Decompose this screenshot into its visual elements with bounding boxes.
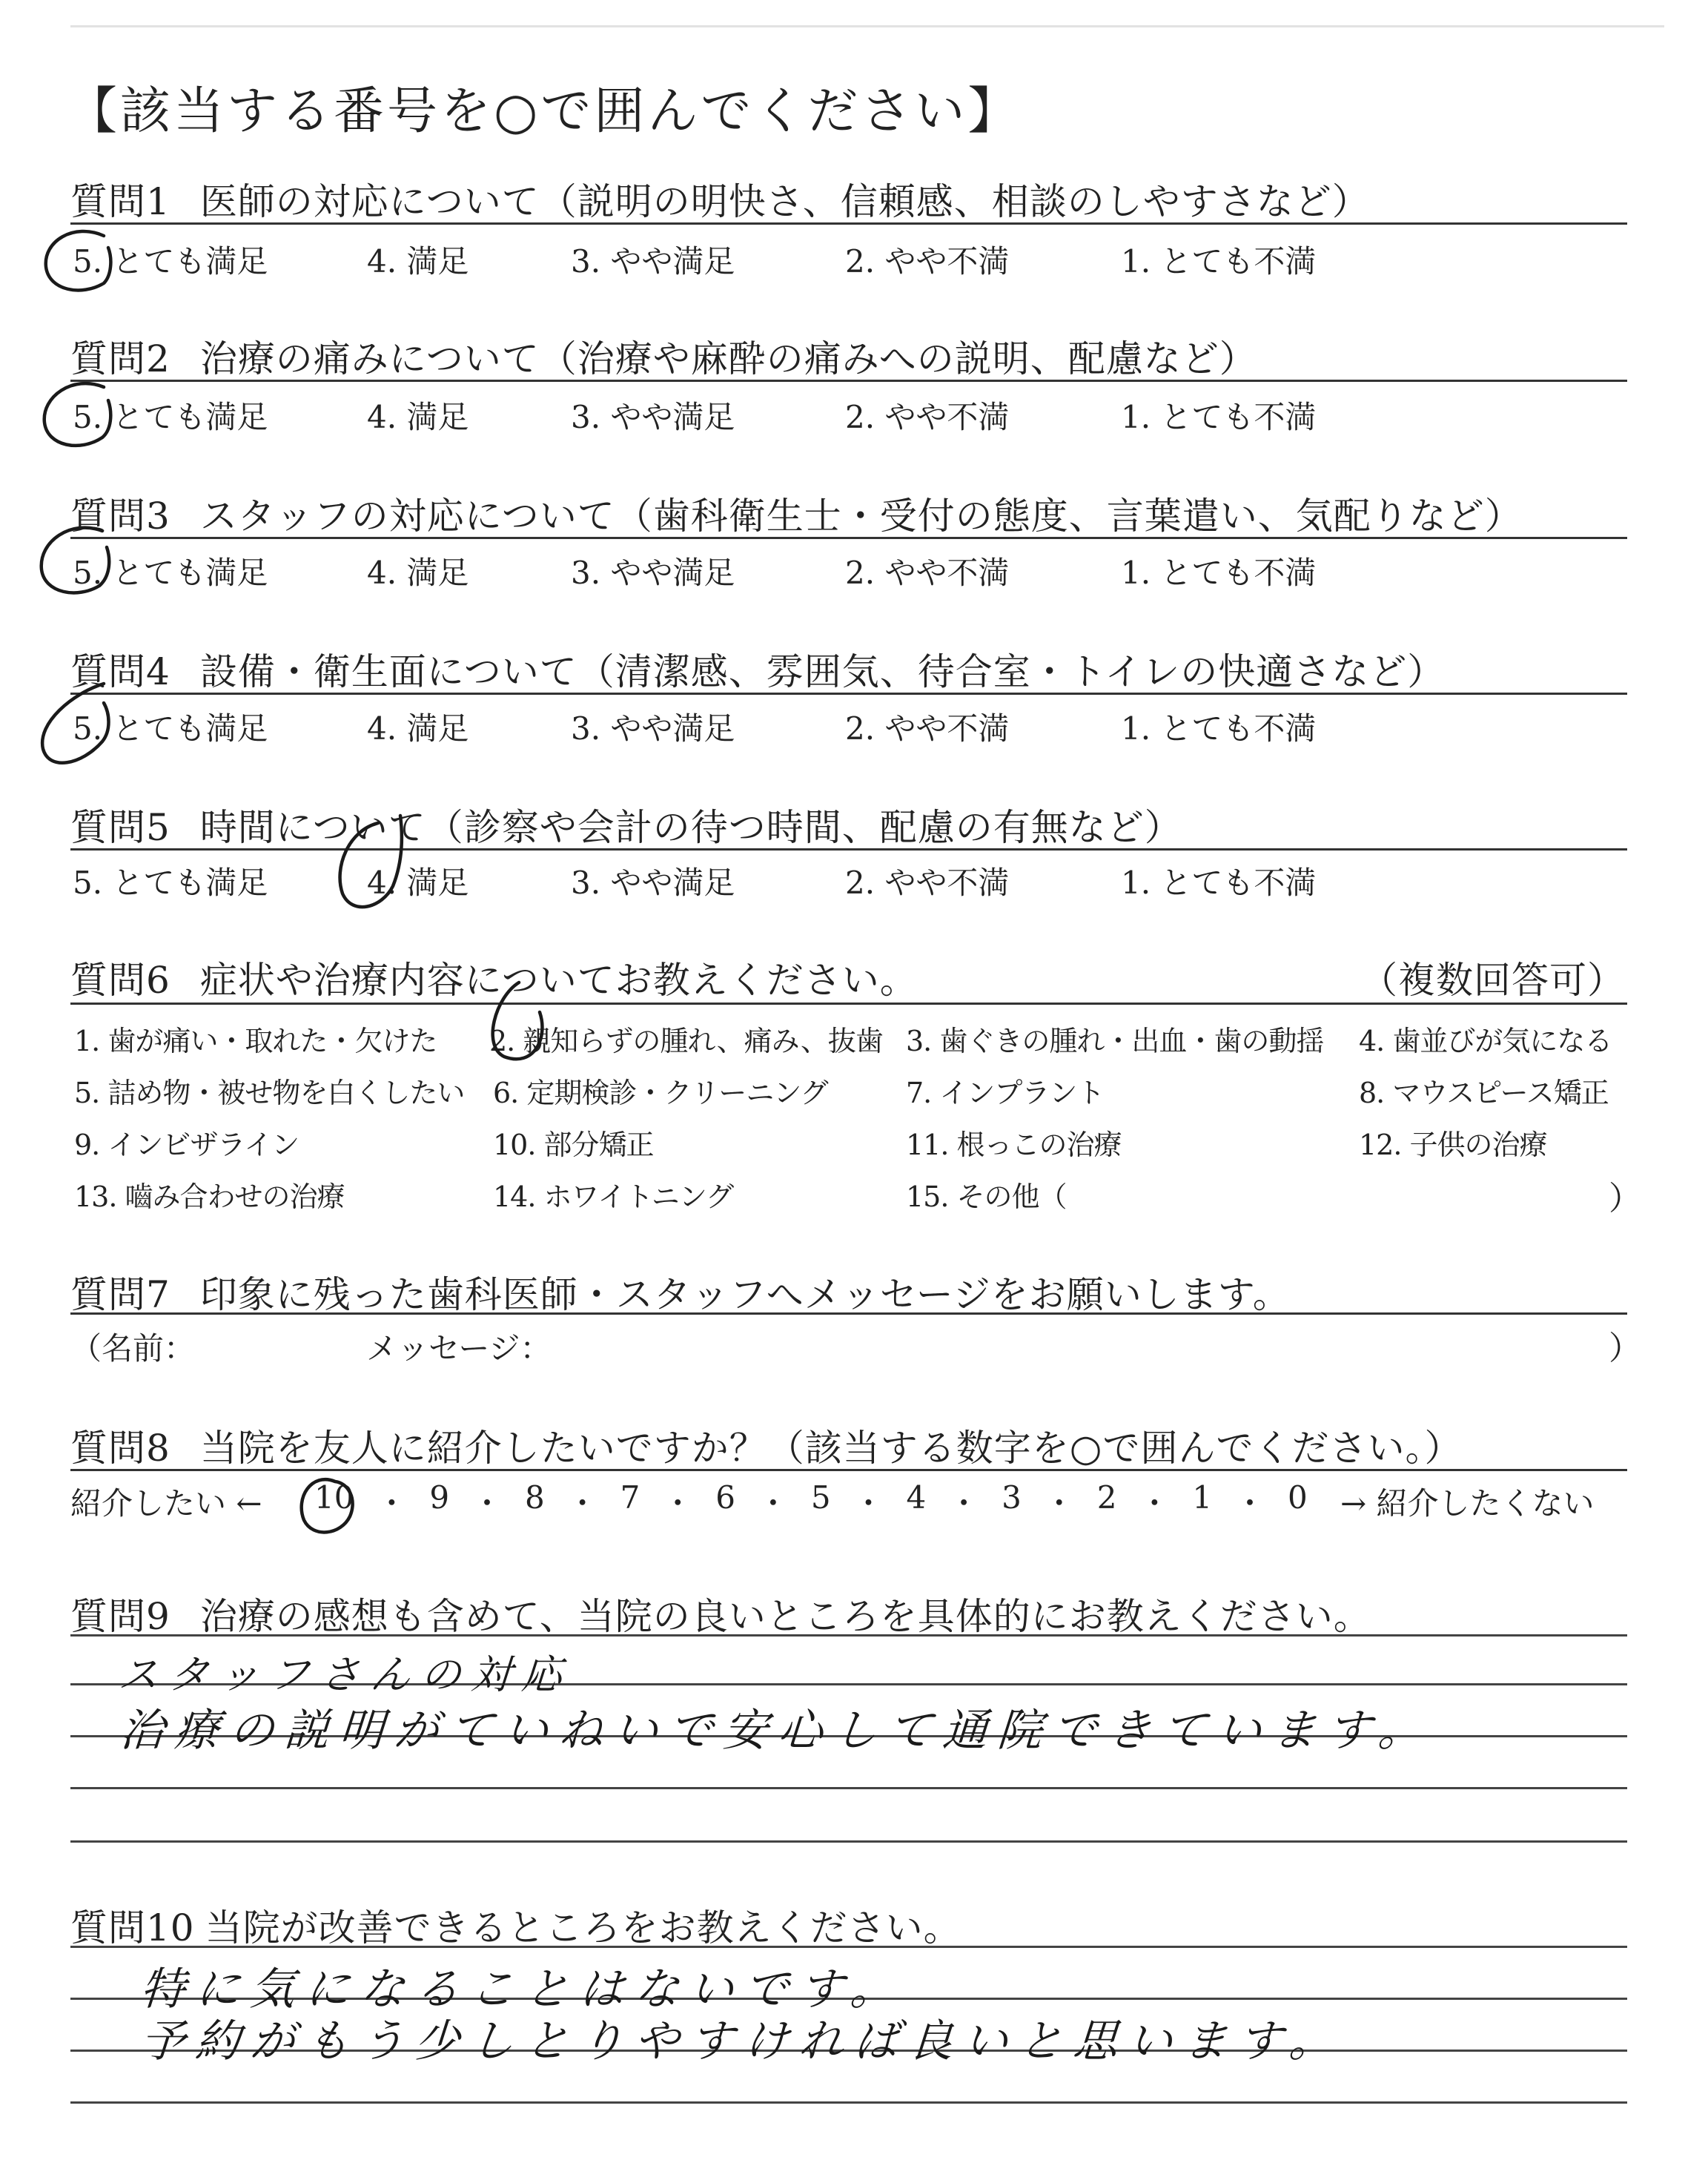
scale-value-10[interactable]: 10 [314,1479,354,1516]
recommend-right-label: → 紹介したくない [1340,1485,1595,1522]
symptom-option-9[interactable]: 9. インビザライン [74,1129,299,1161]
question-underline [70,1469,1627,1471]
option-satisfied[interactable]: 4. 満足 [367,399,469,435]
scale-separator: ・ [948,1485,980,1522]
form-instruction-header: 【該当する番号を○で囲んでください】 [67,82,1022,141]
answer-line [70,1787,1627,1789]
scale-value-9[interactable]: 9 [429,1479,450,1516]
option-very-dissatisfied[interactable]: 1. とても不満 [1121,399,1317,435]
symptom-option-1[interactable]: 1. 歯が痛い・取れた・欠けた [74,1025,437,1057]
option-somewhat-dissatisfied[interactable]: 2. やや不満 [845,555,1010,591]
option-very-dissatisfied[interactable]: 1. とても不満 [1121,710,1317,747]
question-title: 設備・衛生面について（清潔感、雰囲気、待合室・トイレの快適さなど） [199,650,1446,693]
symptom-option-4[interactable]: 4. 歯並びが気になる [1359,1025,1612,1057]
option-very-dissatisfied[interactable]: 1. とても不満 [1121,555,1317,591]
message-field-label[interactable]: メッセージ： [366,1330,552,1367]
question-underline [70,848,1627,851]
question-number: 質問6 [70,959,171,1002]
other-close-paren: ） [1609,1180,1641,1218]
option-satisfied[interactable]: 4. 満足 [367,710,469,747]
option-somewhat-satisfied[interactable]: 3. やや満足 [571,555,735,591]
scale-separator: ・ [376,1485,408,1522]
name-field-label[interactable]: （名前： [70,1330,196,1367]
option-very-satisfied[interactable]: 5. とても満足 [73,399,268,435]
scale-value-3[interactable]: 3 [1002,1479,1022,1516]
scale-value-2[interactable]: 2 [1096,1479,1117,1516]
option-somewhat-satisfied[interactable]: 3. やや満足 [571,710,735,747]
answer-line [70,2101,1627,2104]
option-somewhat-satisfied[interactable]: 3. やや満足 [571,399,735,435]
option-somewhat-dissatisfied[interactable]: 2. やや不満 [845,243,1010,280]
question-underline [70,1003,1627,1005]
option-somewhat-dissatisfied[interactable]: 2. やや不満 [845,399,1010,435]
question-9 [70,1587,1371,1640]
question-title: 当院を友人に紹介したいですか？（該当する数字を○で囲んでください。） [199,1427,1463,1470]
scale-value-4[interactable]: 4 [906,1479,927,1516]
question-4 [70,642,1445,696]
option-somewhat-dissatisfied[interactable]: 2. やや不満 [845,865,1010,901]
question-title: 治療の感想も含めて、当院の良いところを具体的にお教えください。 [199,1595,1371,1638]
option-very-satisfied[interactable]: 5. とても満足 [73,710,268,747]
handwritten-answer-line-2[interactable]: 治療の説明がていねいで安心して通院できています。 [118,1705,1435,1757]
symptom-option-14[interactable]: 14. ホワイトニング [493,1180,734,1213]
handwritten-answer-line-1[interactable]: スタッフさんの対応 [116,1651,574,1698]
scale-value-1[interactable]: 1 [1192,1479,1213,1516]
question-number: 質問9 [70,1595,171,1638]
question-number: 質問10 [70,1906,195,1949]
symptom-option-12[interactable]: 12. 子供の治療 [1359,1129,1547,1161]
option-very-dissatisfied[interactable]: 1. とても不満 [1121,243,1317,280]
question-title: 治療の痛みについて（治療や麻酔の痛みへの説明、配慮など） [199,337,1257,380]
symptom-option-13[interactable]: 13. 嚙み合わせの治療 [74,1180,345,1213]
scale-separator: ・ [566,1485,598,1522]
option-somewhat-satisfied[interactable]: 3. やや満足 [571,243,735,280]
question-underline [70,693,1627,695]
symptom-option-15-other[interactable]: 15. その他（ [906,1180,1067,1213]
question-number: 質問7 [70,1273,171,1316]
question-underline [70,537,1627,539]
question-2 [70,329,1257,383]
page-top-edge [70,25,1664,27]
scale-value-5[interactable]: 5 [810,1479,831,1516]
question-underline [70,222,1627,225]
message-close-paren: ） [1609,1330,1641,1367]
question-number: 質問4 [70,650,171,693]
scale-separator: ・ [757,1485,789,1522]
option-somewhat-dissatisfied[interactable]: 2. やや不満 [845,710,1010,747]
option-satisfied[interactable]: 4. 満足 [367,243,469,280]
scale-value-7[interactable]: 7 [620,1479,640,1516]
symptom-option-8[interactable]: 8. マウスピース矯正 [1359,1077,1609,1109]
scale-separator: ・ [1139,1485,1171,1522]
option-very-satisfied[interactable]: 5. とても満足 [73,555,268,591]
question-10 [70,1898,961,1952]
answer-line [70,1634,1627,1636]
recommend-scale [314,1479,1308,1524]
option-very-dissatisfied[interactable]: 1. とても不満 [1121,865,1317,901]
scale-separator: ・ [1234,1485,1266,1522]
symptom-option-5[interactable]: 5. 詰め物・被せ物を白くしたい [74,1077,465,1109]
symptom-option-6[interactable]: 6. 定期検診・クリーニング [493,1077,828,1109]
answer-line [70,1946,1627,1948]
option-very-satisfied[interactable]: 5. とても満足 [73,865,268,901]
scale-value-8[interactable]: 8 [524,1479,545,1516]
question-title: スタッフの対応について（歯科衛生士・受付の態度、言葉遣い、気配りなど） [199,495,1523,538]
symptom-option-7[interactable]: 7. インプラント [906,1077,1105,1109]
question-number: 質問2 [70,337,171,380]
question-7 [70,1265,1291,1318]
answer-line [70,1840,1627,1843]
question-underline [70,1312,1627,1315]
recommend-left-label: 紹介したい ← [70,1485,262,1522]
question-underline [70,380,1627,382]
question-6 [70,951,918,1004]
question-3 [70,486,1523,540]
scale-value-0[interactable]: 0 [1287,1479,1308,1516]
handwritten-answer-line-1[interactable]: 特に気になることはないです。 [139,1964,907,2015]
scale-separator: ・ [662,1485,694,1522]
question-title: 医師の対応について（説明の明快さ、信頼感、相談のしやすさなど） [199,180,1370,223]
question-5 [70,798,1182,851]
handwritten-answer-line-2[interactable]: 予約がもう少しとりやすければ良いと思います。 [139,2015,1346,2067]
option-somewhat-satisfied[interactable]: 3. やや満足 [571,865,735,901]
question-title: 症状や治療内容についてお教えください。 [199,959,918,1002]
question-number: 質問5 [70,806,171,849]
scale-separator: ・ [853,1485,884,1522]
question-title: 印象に残った歯科医師・スタッフへメッセージをお願いします。 [199,1273,1291,1316]
scale-value-6[interactable]: 6 [715,1479,735,1516]
symptom-option-11[interactable]: 11. 根っこの治療 [906,1129,1122,1161]
symptom-option-3[interactable]: 3. 歯ぐきの腫れ・出血・歯の動揺 [906,1025,1324,1057]
symptom-option-2[interactable]: 2. 親知らずの腫れ、痛み、抜歯 [489,1025,883,1057]
symptom-option-10[interactable]: 10. 部分矯正 [493,1129,654,1161]
multiple-answers-note: （複数回答可） [1360,959,1625,1002]
question-1 [70,172,1370,225]
question-title: 当院が改善できるところをお教えください。 [205,1906,961,1949]
option-very-satisfied[interactable]: 5. とても満足 [73,243,268,280]
question-number: 質問3 [70,495,171,538]
scale-separator: ・ [1043,1485,1075,1522]
question-8 [70,1418,1462,1472]
question-number: 質問1 [70,180,171,223]
scale-separator: ・ [471,1485,503,1522]
question-number: 質問8 [70,1427,171,1470]
question-title: 時間について（診察や会計の待つ時間、配慮の有無など） [199,806,1182,849]
option-satisfied[interactable]: 4. 満足 [367,865,469,901]
option-satisfied[interactable]: 4. 満足 [367,555,469,591]
